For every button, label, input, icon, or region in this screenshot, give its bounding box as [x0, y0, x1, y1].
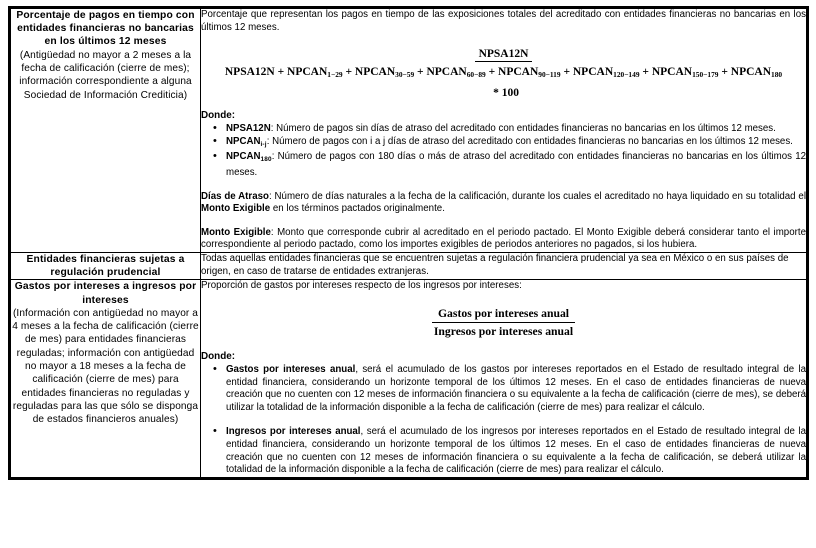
bullet-text: : Número de pagos sin días de atraso del acreditado con entidades financieras no bancarias en los últimos 12 meses. [270, 123, 776, 135]
bullet-icon: • [213, 122, 217, 135]
bullet-icon: • [213, 134, 217, 147]
bullet-icon: • [213, 150, 217, 163]
definition-bullet-list [201, 364, 806, 477]
bullet-icon: • [213, 425, 217, 438]
table-row [10, 8, 808, 253]
definition-bullet-list [201, 123, 806, 179]
formula-denominator: NPSA12N + NPCAN1−29 + NPCAN30−59 + NPCAN60−89 + NPCAN90−119 + NPCAN120−149 + NPCAN150−179 + NPCAN180 [224, 66, 783, 80]
bullet-term: NPCAN [226, 151, 261, 163]
donde-label: Donde: [201, 110, 236, 122]
denominator-term-1: NPCAN1−29 [287, 66, 343, 80]
denominator-term-7: NPCAN180 [730, 66, 783, 80]
list-item [213, 134, 806, 152]
bullet-text: , será el acumulado de los ingresos por intereses reportados en el Estado de resultado integral de la entidad financiera, considerando un horizonte temporal de los últimos 12 meses. En el caso de entidades financieras de nueva creación que no cuenten con 12 meses de información financiera o su equivalente a la fecha de calificación, se deberá utilizar la totalidad de la información disponible a la fecha de calificación (cierre de mes) para realizar el cálculo. [226, 426, 806, 476]
term-title: Porcentaje de pagos en tiempo con entidades financieras no bancarias en los últimos 12 meses [16, 10, 195, 48]
term-cell-gastos-ingresos [10, 280, 201, 478]
denominator-term-5: NPCAN120−149 [572, 66, 640, 80]
bullet-icon: • [213, 362, 217, 375]
term-note: (Información con antigüedad no mayor a 4 meses a la fecha de calificación (cierre de mes) para entidades financieras reguladas; información con antigüedad no mayor a 18 meses a la fecha de calificación (cierre de mes) para entidades financieras no reguladas y reguladas para las que sólo se disponga de estados financieros anuales) [12, 307, 199, 426]
list-item [213, 122, 806, 136]
definition-cell-entidades-reguladas [201, 252, 808, 279]
formula-multiplier: * 100 [493, 87, 519, 100]
monto-exigible-label: Monto Exigible [201, 226, 271, 238]
table-row [10, 252, 808, 279]
formula-denominator: Ingresos por intereses anual [433, 324, 574, 338]
formula-porcentaje-pagos [201, 44, 806, 100]
list-item [213, 425, 806, 476]
term-cell-pagos-en-tiempo [10, 8, 201, 253]
term-title: Entidades financieras sujetas a regulación prudencial [26, 253, 185, 279]
denominator-term-3: NPCAN60−89 [426, 66, 486, 80]
bullet-text: , será el acumulado de los gastos por intereses reportados en el Estado de resultado integral de la entidad financiera, considerando un horizonte temporal de los últimos 12 meses. En el caso de entidades financieras de nueva creación que no cuenten con 12 meses de información financiera o su equivalente a la fecha de calificación (cierre de mes), se deberá utilizar la totalidad de la información disponible a la fecha de calificación (cierre de mes) para realizar el cálculo. [226, 363, 806, 413]
dias-de-atraso-text-1: : Número de días naturales a la fecha de la calificación, durante los cuales el acreditado no haya liquidado en su totalidad el [268, 190, 806, 202]
denominator-term-2: NPCAN30−59 [354, 66, 415, 80]
term-note: (Antigüedad no mayor a 2 meses a la fecha de calificación (cierre de mes); información correspondiente a alguna Sociedad de Información Crediticia) [19, 49, 192, 101]
bullet-term: Ingresos por intereses anual [226, 426, 361, 438]
monto-exigible-inline: Monto Exigible [201, 203, 271, 215]
definition-body: Todas aquellas entidades financieras que se encuentren sujetas a regulación financiera prudencial ya sea en México o en sus países de origen, en caso de tratarse de entidades extranjeras. [201, 252, 789, 277]
bullet-term-subscript: 180 [260, 156, 272, 164]
bullet-text: : Número de pagos con 180 días o más de atraso del acreditado con entidades financieras no bancarias en los últimos 12 meses. [226, 151, 806, 178]
bullet-term: Gastos por intereses anual [226, 363, 356, 375]
definition-cell-pagos-en-tiempo [201, 8, 808, 253]
bullet-term: NPCAN [226, 135, 261, 147]
definitions-table [8, 6, 809, 480]
bullet-term: NPSA12N [226, 123, 271, 135]
bullet-term-subscript: i-j [260, 140, 267, 148]
term-title: Gastos por intereses a ingresos por intereses [14, 281, 197, 306]
formula-numerator: Gastos por intereses anual [432, 306, 575, 323]
term-cell-entidades-reguladas [10, 252, 201, 279]
definition-cell-gastos-ingresos [201, 280, 808, 478]
list-item [213, 362, 806, 414]
list-item [213, 150, 806, 179]
denominator-term-6: NPCAN150−179 [651, 66, 719, 80]
dias-de-atraso-paragraph [201, 191, 806, 216]
formula-numerator: NPSA12N [475, 48, 533, 62]
donde-label: Donde: [201, 350, 236, 362]
formula-fraction [432, 304, 575, 339]
table-row [10, 280, 808, 478]
formula-gastos-ingresos [201, 304, 806, 340]
bullet-text: : Número de pagos con i a j días de atraso del acreditado con entidades financieras no bancarias en los últimos 12 meses. [266, 135, 793, 147]
definition-intro: Proporción de gastos por intereses respecto de los ingresos por intereses: [201, 280, 522, 292]
dias-de-atraso-text-2: en los términos pactados originalmente. [270, 203, 445, 215]
denominator-term-4: NPCAN90−119 [498, 66, 561, 80]
monto-exigible-paragraph [201, 227, 806, 252]
formula-fraction [201, 44, 806, 82]
definition-intro: Porcentaje que representan los pagos en tiempo de las exposiciones totales del acreditado con entidades financieras no bancarias en los últimos 12 meses. [201, 9, 806, 33]
denominator-term-0: NPSA12N [224, 66, 275, 79]
dias-de-atraso-label: Días de Atraso [201, 190, 269, 202]
monto-exigible-text: : Monto que corresponde cubrir al acreditado en el periodo pactado. El Monto Exigible deberá considerar tanto el importe correspondiente al periodo pactado, como los importes exigibles de periodos anteriores no pagados, si los hubiera. [201, 226, 806, 251]
